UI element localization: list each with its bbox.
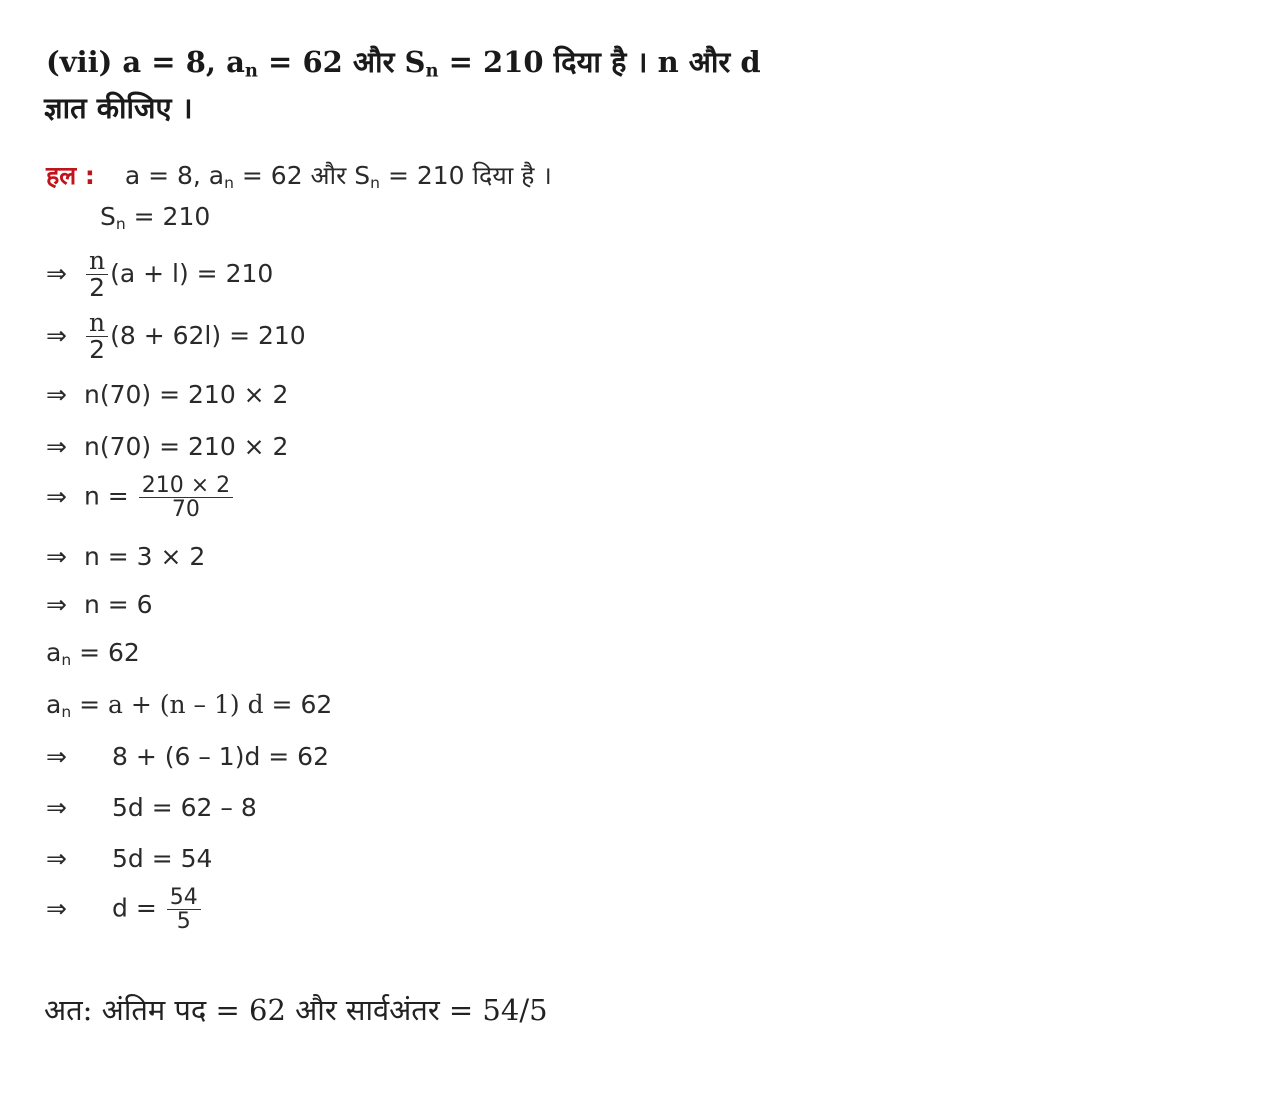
step-4 bbox=[46, 432, 288, 461]
an-line-1 bbox=[46, 638, 140, 669]
step-7-expression: n = 6 bbox=[84, 590, 153, 619]
step-5 bbox=[46, 474, 235, 521]
fraction-denominator: 70 bbox=[171, 497, 200, 523]
fraction-54-over-5 bbox=[167, 886, 201, 933]
step-5-lhs: n = bbox=[84, 481, 129, 511]
fraction-denominator: 2 bbox=[89, 335, 105, 365]
step-9 bbox=[46, 793, 257, 822]
implies-arrow: ⇒ bbox=[46, 742, 67, 771]
step-7 bbox=[46, 590, 153, 619]
implies-arrow: ⇒ bbox=[46, 432, 67, 461]
step-4-expression: n(70) = 210 × 2 bbox=[84, 432, 289, 461]
implies-arrow: ⇒ bbox=[46, 844, 67, 873]
an-value: = 62 bbox=[263, 690, 333, 719]
question-line-1 bbox=[46, 42, 761, 81]
solution-label: हल : bbox=[46, 161, 95, 190]
subscript-n: n bbox=[370, 173, 380, 192]
subscript-n: n bbox=[244, 60, 258, 82]
step-1 bbox=[46, 248, 273, 302]
equals-sign: = bbox=[71, 690, 108, 719]
given-a: a = 8, a bbox=[124, 161, 225, 190]
step-3-expression: n(70) = 210 × 2 bbox=[84, 380, 289, 409]
implies-arrow: ⇒ bbox=[46, 320, 67, 350]
step-3 bbox=[46, 380, 288, 409]
step-2-expression: (8 + 62l) = 210 bbox=[110, 320, 306, 350]
implies-arrow: ⇒ bbox=[46, 258, 67, 288]
an-formula: a + (n – 1) d bbox=[108, 690, 264, 719]
fraction-numerator: 210 × 2 bbox=[139, 474, 233, 498]
given-mid: = 62 और S bbox=[233, 161, 371, 190]
step-11-lhs: d = bbox=[112, 893, 157, 923]
an-symbol: a bbox=[46, 638, 62, 667]
implies-arrow: ⇒ bbox=[46, 481, 67, 511]
fraction-numerator: n bbox=[86, 248, 108, 275]
an-value: = 62 bbox=[71, 638, 140, 667]
implies-arrow: ⇒ bbox=[46, 893, 67, 923]
step-9-expression: 5d = 62 – 8 bbox=[112, 793, 257, 822]
solution-given-line bbox=[46, 158, 552, 192]
conclusion: अत: अंतिम पद = 62 और सार्वअंतर = 54/5 bbox=[44, 993, 548, 1027]
step-8 bbox=[46, 742, 329, 771]
given-end: = 210 दिया है । bbox=[380, 161, 552, 190]
fraction-n-over-2 bbox=[86, 248, 108, 302]
fraction-denominator: 5 bbox=[176, 909, 191, 935]
fraction-210x2-over-70 bbox=[139, 474, 233, 521]
step-10-expression: 5d = 54 bbox=[112, 844, 213, 873]
an-symbol: a bbox=[46, 690, 62, 719]
fraction-n-over-2 bbox=[86, 310, 108, 364]
fraction-numerator: 54 bbox=[167, 886, 201, 910]
question-text-end: = 210 दिया है । n और d bbox=[438, 45, 761, 79]
sn-line bbox=[100, 202, 210, 233]
subscript-n: n bbox=[425, 60, 439, 82]
step-11 bbox=[46, 886, 203, 933]
subscript-n: n bbox=[115, 214, 126, 233]
step-6-expression: n = 3 × 2 bbox=[84, 542, 206, 571]
step-8-expression: 8 + (6 – 1)d = 62 bbox=[112, 742, 329, 771]
question-text-mid: = 62 और S bbox=[257, 45, 426, 79]
an-line-2 bbox=[46, 690, 332, 721]
step-1-expression: (a + l) = 210 bbox=[110, 258, 274, 288]
sn-symbol: S bbox=[100, 202, 116, 231]
implies-arrow: ⇒ bbox=[46, 542, 67, 571]
subscript-n: n bbox=[224, 173, 234, 192]
fraction-denominator: 2 bbox=[89, 273, 105, 303]
question-text-a: (vii) a = 8, a bbox=[46, 45, 245, 79]
implies-arrow: ⇒ bbox=[46, 793, 67, 822]
fraction-numerator: n bbox=[86, 310, 108, 337]
question-line-2: ज्ञात कीजिए । bbox=[44, 91, 193, 125]
sn-value: = 210 bbox=[125, 202, 211, 231]
step-6 bbox=[46, 542, 205, 571]
step-10 bbox=[46, 844, 212, 873]
implies-arrow: ⇒ bbox=[46, 590, 67, 619]
subscript-n: n bbox=[61, 702, 72, 721]
step-2 bbox=[46, 310, 306, 364]
subscript-n: n bbox=[61, 650, 72, 669]
implies-arrow: ⇒ bbox=[46, 380, 67, 409]
